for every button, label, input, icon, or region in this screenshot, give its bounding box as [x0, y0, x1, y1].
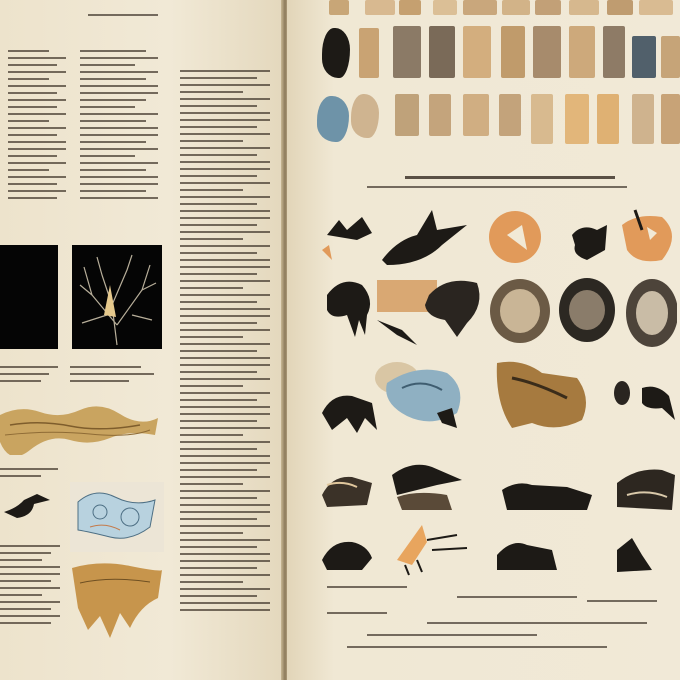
silhouette-row-3: [317, 358, 677, 443]
black-plate: [0, 245, 58, 349]
coral-illustration: [72, 245, 162, 349]
caption-rule-5: [427, 622, 647, 624]
specimen-blue-1: [317, 96, 349, 142]
silhouette-row-4: [317, 455, 677, 520]
caption-rule-4: [327, 612, 387, 614]
plate-caption-1: [0, 366, 58, 387]
caption-rule-2: [457, 596, 577, 598]
right-page: [287, 0, 680, 680]
silhouette-row-2: [317, 275, 677, 350]
caption-rule-1: [327, 586, 407, 588]
silhouette-row-5: [317, 520, 677, 585]
text-block-bottom: [0, 545, 60, 629]
header-rule: [88, 14, 158, 16]
caption-rule-7: [347, 646, 607, 648]
caption-rule-6: [367, 634, 537, 636]
blue-map-drawing: [70, 482, 164, 552]
plate-caption-2: [70, 366, 154, 387]
text-column-2: [80, 50, 158, 204]
text-block-left: [0, 468, 58, 482]
specimen-dark-1: [322, 28, 350, 78]
left-page: [0, 0, 283, 680]
text-column-1: [8, 50, 66, 204]
terrain-map: [0, 400, 160, 455]
ochre-landscape: [70, 558, 164, 643]
caption-rule-3: [587, 600, 657, 602]
section-subheading-rule: [367, 186, 627, 188]
text-column-3: [180, 70, 270, 616]
bird-silhouette: [2, 490, 52, 520]
section-heading-rule: [405, 176, 615, 179]
silhouette-row-1: [317, 205, 677, 270]
